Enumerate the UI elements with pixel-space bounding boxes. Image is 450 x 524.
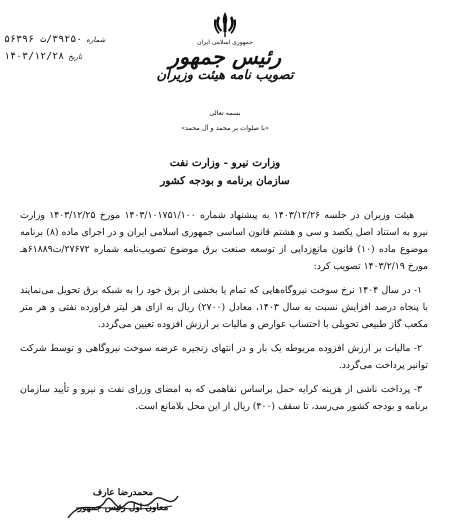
number-row (4, 34, 134, 45)
intro-paragraph: هیئت وزیران در جلسه ۱۴۰۳/۱۲/۲۶ به پیشنهاد شماره ۱۴۰۳/۱۰۱۷۵۱/۱۰۰ مورخ ۱۴۰۳/۱۲/۲۵ وزارت نیرو به استناد اصل یکصد و سی و هشتم قانون اساسی جمهوری اسلامی ایران و در اجرای ماده (۸) برنامه موضوع ماده (۱۰) قانون مانع‌زدایی از توسعه صنعت برق موضوع تصویب‌نامه شماره ۲۷۶۷۲/ت۶۱۸۸۹هـ مورخ ۱۴۰۳/۲/۱۹ تصویب کرد: (20, 210, 428, 272)
date-value: ۱۴۰۳/۱۲/۲۸ (4, 51, 65, 62)
page-title: رئیس جمهور (168, 44, 282, 69)
clause-2: ۲- مالیات بر ارزش افزوده مربوطه یک بار و در انتهای زنجیره عرضه سوخت نیروگاهی و توسط شرکت توانیر پرداخت می‌گردد. (20, 343, 428, 371)
decree-body (20, 207, 428, 422)
iran-emblem-icon (212, 10, 238, 38)
clause-1: ۱- در سال ۱۴۰۴ نرخ سوخت نیروگاه‌هایی که تمام یا بخشی از برق خود را به شبکه برق تحویل می‌نمایند با پنجاه درصد افزایش نسبت به سال ۱۴۰۳، معادل (۲۷۰۰) ریال به ازای هر لیتر فراورده نفتی و هر متر مکعب گاز طبیعی تحویلی با احتساب عوارض و مالیات بر ارزش افزوده تعیین می‌گردد. (20, 285, 429, 330)
signature-block (62, 488, 184, 522)
basmala: بسمه تعالی (209, 109, 241, 117)
recipient-line: وزارت نیرو - وزارت نفت (169, 157, 281, 169)
recipient-line: سازمان برنامه و بودجه کشور (160, 175, 290, 187)
clause-3: ۳- پرداخت ناشی از هزینه کرایه حمل براساس نفاهمی که به امضای وزرای نفت و نیرو و تأیید سازمان برنامه و بودجه کشور می‌رسد، تا سقف (۴۰۰) ریال از این محل بلامانع است. (20, 384, 428, 412)
signer-name: محمدرضا عارف (92, 488, 154, 498)
page-subtitle: تصویب نامه هیئت وزیران (156, 68, 294, 83)
document-meta (4, 34, 134, 68)
salawat: «با صلوات بر محمد و آل محمد» (181, 124, 269, 132)
country-name: جمهوری اسلامی ایران (197, 39, 253, 46)
signer-title: معاون اول رئیس جمهور (77, 503, 169, 513)
date-row (4, 51, 134, 62)
recipients (0, 154, 450, 190)
date-label: تاریخ (68, 53, 83, 61)
number-label: شماره (86, 36, 106, 44)
number-value: ۳۹۲۵۰/ت ۵۶۳۹۶ (4, 34, 83, 45)
